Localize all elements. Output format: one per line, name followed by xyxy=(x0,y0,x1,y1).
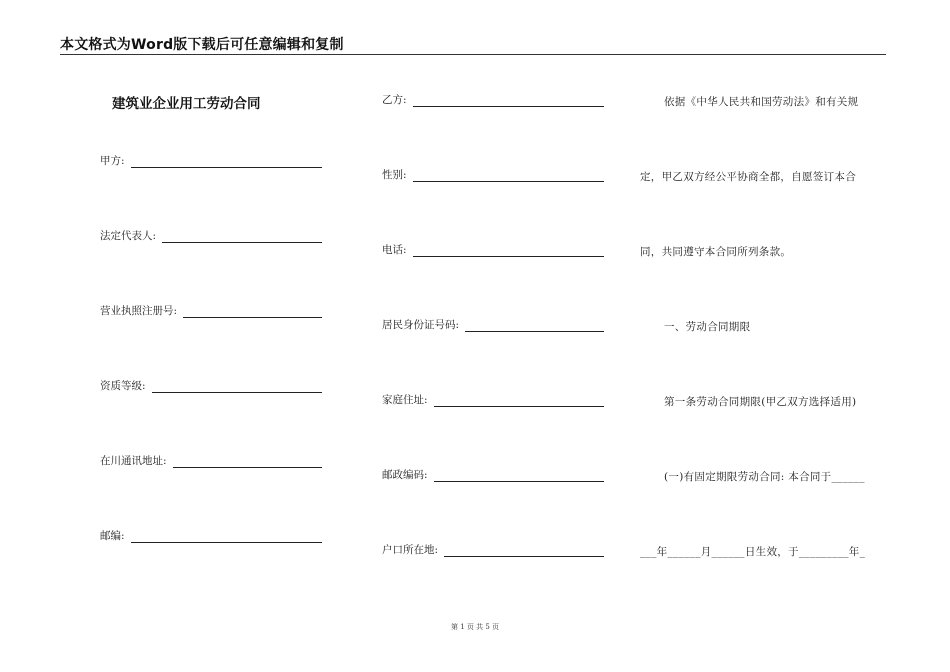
fill-line xyxy=(131,532,322,543)
fill-line xyxy=(131,157,322,168)
gender-field xyxy=(382,166,604,182)
fill-line xyxy=(434,396,604,407)
field-label: 资质等级: xyxy=(100,380,146,392)
fill-line xyxy=(413,96,604,107)
id-number-field xyxy=(382,316,604,332)
field-label: 邮政编码: xyxy=(382,469,428,481)
header-divider xyxy=(60,54,886,55)
document-title: 建筑业企业用工劳动合同 xyxy=(112,96,261,112)
body-line: 定，甲乙双方经公平协商全都，自愿签订本合 xyxy=(640,171,856,183)
body-line: 依据《中华人民共和国劳动法》和有关规 xyxy=(664,96,859,108)
field-label: 户口所在地: xyxy=(382,544,439,556)
fill-line xyxy=(444,546,604,557)
legal-representative-field xyxy=(100,227,322,243)
field-label: 乙方: xyxy=(382,94,407,106)
home-address-field xyxy=(382,391,604,407)
fill-line xyxy=(173,457,322,468)
body-line: 同，共同遵守本合同所列条款。 xyxy=(640,246,792,258)
body-line: (一)有固定期限劳动合同: 本合同于______ xyxy=(664,471,865,483)
field-label: 电话: xyxy=(382,244,407,256)
field-label: 邮编: xyxy=(100,530,125,542)
household-registration-field xyxy=(382,541,604,557)
party-a-postcode-field xyxy=(100,527,322,543)
fill-line xyxy=(434,471,604,482)
qualification-level-field xyxy=(100,377,322,393)
party-a-name-field xyxy=(100,152,322,168)
field-label: 在川通讯地址: xyxy=(100,455,167,467)
field-label: 家庭住址: xyxy=(382,394,428,406)
article-heading: 第一条劳动合同期限(甲乙双方选择适用) xyxy=(664,396,857,408)
phone-field xyxy=(382,241,604,257)
sichuan-address-field xyxy=(100,452,322,468)
fill-line xyxy=(152,382,322,393)
body-line: ___年______月______日生效，于_________年_ xyxy=(640,546,866,558)
field-label: 性别: xyxy=(382,169,407,181)
business-license-field xyxy=(100,302,322,318)
header-banner: 本文格式为Word版下载后可任意编辑和复制 xyxy=(60,37,344,53)
field-label: 营业执照注册号: xyxy=(100,305,178,317)
section-heading: 一、劳动合同期限 xyxy=(664,321,751,333)
page-number: 第 1 页 共 5 页 xyxy=(450,623,500,631)
party-b-name-field xyxy=(382,91,604,107)
field-label: 法定代表人: xyxy=(100,230,157,242)
fill-line xyxy=(413,171,604,182)
party-b-postcode-field xyxy=(382,466,604,482)
field-label: 甲方: xyxy=(100,155,125,167)
field-label: 居民身份证号码: xyxy=(382,319,460,331)
fill-line xyxy=(183,307,322,318)
fill-line xyxy=(413,246,604,257)
fill-line xyxy=(162,232,322,243)
fill-line xyxy=(465,321,604,332)
